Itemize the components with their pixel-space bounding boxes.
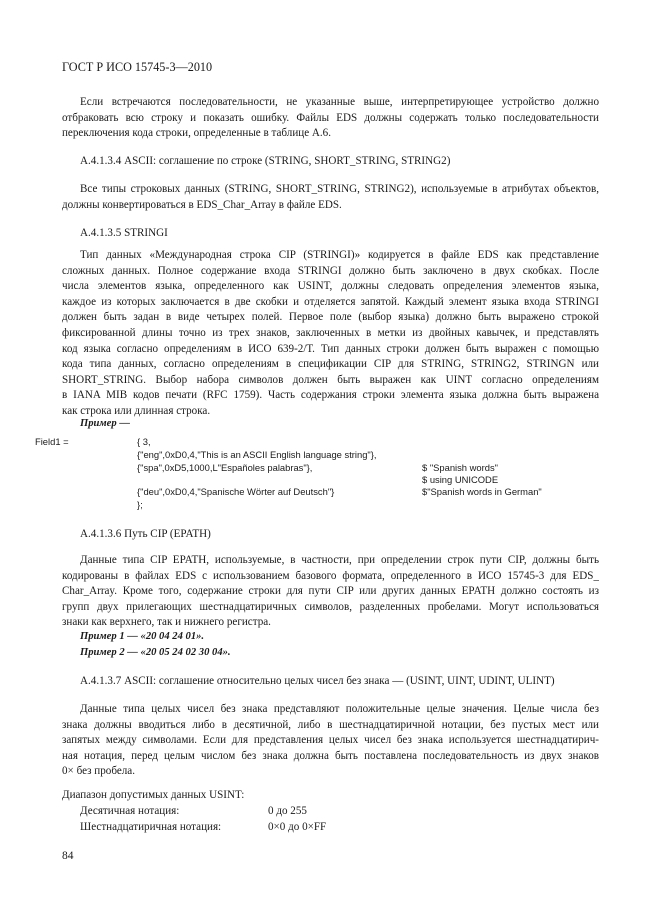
text-line: фиксированной длины точно из трех знаков, заключенных в метки из двойных кавычек, и представлять bbox=[62, 326, 599, 339]
text-line: групп двух прилегающих шестнадцатиричных символов, разделенных пробелами. Могут использоваться bbox=[62, 600, 599, 613]
paragraph-2 bbox=[62, 182, 599, 213]
text-line: сложных данных. Полное содержание входа STRINGI должно быть заключено в двух скобках. После bbox=[62, 264, 599, 277]
section-heading-a41336: А.4.1.3.6 Путь CIP (EPATH) bbox=[80, 528, 211, 540]
text-line: переключения кода строки, определенные в таблице А.6. bbox=[62, 127, 332, 140]
text-line: ная нотация, перед целым числом без знака должна быть поставлена последовательность из двух знаков bbox=[62, 749, 599, 762]
code-field-label: Field1 = bbox=[35, 436, 69, 447]
paragraph-5 bbox=[62, 702, 599, 780]
code-comment: $ "Spanish words" bbox=[422, 462, 498, 473]
range-value-decimal: 0 до 255 bbox=[268, 805, 307, 817]
paragraph-4 bbox=[62, 553, 599, 631]
text-line: 0× без пробела. bbox=[62, 765, 135, 778]
range-label-decimal: Десятичная нотация: bbox=[80, 805, 180, 817]
text-line: кодированы в файлах EDS с использованием базового формата, определенного в ИСО 15745-3 для EDS_ bbox=[62, 569, 599, 582]
text-line: Char_Array. Кроме того, содержание строки для пути CIP или других данных EPATH должно состоять из bbox=[62, 585, 599, 598]
text-line: должен быть задан в виде четырех полей. Первое поле (выбор языка) должно быть выражено строкой bbox=[62, 311, 599, 324]
text-line: Данные типа целых чисел без знака представляют положительные целые значения. Целые числа без bbox=[80, 703, 599, 715]
page-header: ГОСТ Р ИСО 15745-3—2010 bbox=[62, 60, 213, 74]
code-line: {"spa",0xD5,1000,L"Españoles palabras"}, bbox=[137, 462, 313, 473]
text-line: знака должны вводиться либо в десятичной, либо в шестнадцатиричной нотации, без пустых мест или bbox=[62, 718, 599, 731]
text-line: Все типы строковых данных (STRING, SHORT_STRING, STRING2), используемые в атрибутах объектов, bbox=[80, 183, 599, 195]
text-line: знаки как верхнего, так и нижнего регистра. bbox=[62, 616, 271, 629]
text-line: кода типа данных, согласно определениям в спецификации CIP для STRING, STRING2, STRINGN или bbox=[62, 358, 599, 371]
example-label: Пример — bbox=[80, 418, 130, 429]
text-line: каждое из которых заключается в две скобки и отделяется запятой. Каждый элемент языка входа STRINGI bbox=[62, 295, 599, 308]
section-heading-a41334: А.4.1.3.4 ASCII: соглашение по строке (STRING, SHORT_STRING, STRING2) bbox=[80, 155, 451, 167]
text-line: запятых между символами. Если для представления целых чисел без знака используется шестнадцатирич- bbox=[62, 734, 599, 747]
text-line: код языка согласно определениям в ИСО 639-2/Т. Тип данных строки должен быть выражен с помощью bbox=[62, 342, 599, 355]
text-line: отбраковать всю строку и показать ошибку. Файлы EDS должны содержать только последовательности bbox=[62, 111, 599, 124]
code-comment: $ using UNICODE bbox=[422, 474, 499, 485]
text-line: SHORT_STRING. Выбор набора символов должен быть выражен как UINT согласно определениям bbox=[62, 373, 599, 386]
paragraph-1 bbox=[62, 95, 599, 142]
code-comment: $"Spanish words in German" bbox=[422, 486, 542, 497]
code-line: }; bbox=[137, 499, 143, 510]
text-line: должны конвертироваться в EDS_Char_Array в файле EDS. bbox=[62, 198, 342, 211]
range-title: Диапазон допустимых данных USINT: bbox=[62, 789, 245, 801]
text-line: Тип данных «Международная строка CIP (STRINGI)» кодируется в файле EDS как представление bbox=[80, 249, 599, 261]
page-number: 84 bbox=[62, 850, 74, 862]
code-line: { 3, bbox=[137, 436, 151, 447]
text-line: в IANA MIB кодов печати (RFC 1759). Часть содержания строки элемента языка должна быть выражена bbox=[62, 389, 599, 402]
example-2: Пример 2 — «20 05 24 02 30 04». bbox=[80, 647, 231, 658]
section-heading-a41335: А.4.1.3.5 STRINGI bbox=[80, 227, 168, 239]
range-value-hex: 0×0 до 0×FF bbox=[268, 821, 327, 833]
code-line: {"eng",0xD0,4,"This is an ASCII English language string"}, bbox=[137, 449, 377, 460]
paragraph-3 bbox=[62, 248, 599, 420]
text-line: Данные типа CIP EPATH, используемые, в частности, при определении строк пути CIP, должны быть bbox=[80, 554, 599, 566]
text-line: Если встречаются последовательности, не указанные выше, интерпретирующее устройство должно bbox=[80, 96, 599, 108]
code-line: {"deu",0xD0,4,"Spanische Wörter auf Deutsch"} bbox=[137, 486, 335, 497]
range-label-hex: Шестнадцатиричная нотация: bbox=[80, 821, 222, 833]
text-line: числа элементов языка, определенного как USINT, должны следовать определения элементов языка, bbox=[62, 280, 599, 293]
section-heading-a41337: А.4.1.3.7 ASCII: соглашение относительно целых чисел без знака — (USINT, UINT, UDINT, ULINT) bbox=[80, 675, 555, 687]
example-1: Пример 1 — «20 04 24 01». bbox=[80, 631, 205, 642]
text-line: как строка или длинная строка. bbox=[62, 404, 211, 417]
